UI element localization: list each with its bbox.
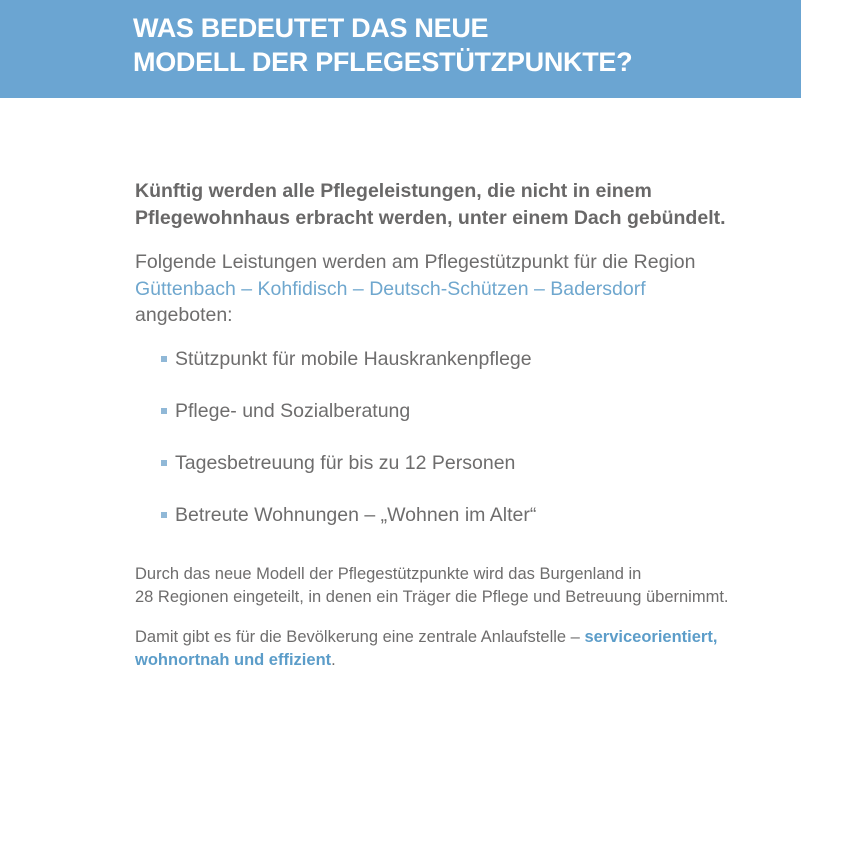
list-item-label: Tagesbetreuung für bis zu 12 Personen bbox=[175, 452, 516, 474]
region-names-line bbox=[135, 276, 695, 303]
page-title-line2-bold: PFLEGESTÜTZPUNKTE? bbox=[315, 47, 633, 77]
region-separator: – bbox=[352, 277, 364, 300]
closing-line2 bbox=[135, 649, 717, 672]
intro-line2: Pflegewohnhaus erbracht werden, unter einem Dach gebündelt. bbox=[135, 206, 726, 229]
services-line3: angeboten: bbox=[135, 304, 233, 326]
page-title-line2-regular: MODELL DER bbox=[133, 47, 309, 77]
closing-paragraph bbox=[135, 626, 717, 671]
closing-line1 bbox=[135, 626, 717, 649]
regions-paragraph bbox=[135, 563, 728, 608]
list-item bbox=[161, 450, 536, 477]
region-name-guettenbach: Güttenbach bbox=[135, 277, 236, 300]
list-item bbox=[161, 502, 536, 529]
regions-line1: Durch das neue Modell der Pflegestützpunkte wird das Burgenland in bbox=[135, 565, 642, 583]
page-title-line2 bbox=[133, 45, 632, 79]
list-item bbox=[161, 346, 536, 373]
page-title-line1: WAS BEDEUTET DAS NEUE bbox=[133, 13, 489, 43]
list-item bbox=[161, 398, 536, 425]
region-separator: – bbox=[241, 277, 253, 300]
region-separator: – bbox=[533, 277, 545, 300]
closing-line2-period: . bbox=[331, 650, 336, 669]
page-title bbox=[133, 11, 632, 79]
header-band bbox=[0, 0, 801, 98]
closing-line1-gray: Damit gibt es für die Bevölkerung eine zentrale Anlaufstelle – bbox=[135, 628, 580, 646]
region-name-kohfidisch: Kohfidisch bbox=[257, 277, 348, 300]
square-bullet-icon bbox=[161, 408, 167, 414]
square-bullet-icon bbox=[161, 512, 167, 518]
intro-paragraph bbox=[135, 178, 726, 231]
list-item-label: Betreute Wohnungen – „Wohnen im Alter“ bbox=[175, 504, 537, 526]
services-line1: Folgende Leistungen werden am Pflegestützpunkt für die Region bbox=[135, 251, 696, 273]
regions-line2: 28 Regionen eingeteilt, in denen ein Träger die Pflege und Betreuung übernimmt. bbox=[135, 587, 729, 606]
list-item-label: Pflege- und Sozialberatung bbox=[175, 400, 411, 422]
region-name-deutsch-schuetzen: Deutsch-Schützen bbox=[369, 277, 529, 300]
square-bullet-icon bbox=[161, 460, 167, 466]
region-name-badersdorf: Badersdorf bbox=[550, 277, 646, 300]
square-bullet-icon bbox=[161, 356, 167, 362]
services-list bbox=[161, 346, 536, 554]
services-paragraph bbox=[135, 249, 695, 329]
list-item-label: Stützpunkt für mobile Hauskrankenpflege bbox=[175, 348, 532, 370]
intro-line1: Künftig werden alle Pflegeleistungen, die nicht in einem bbox=[135, 180, 652, 202]
closing-line2-emphasis: wohnortnah und effizient bbox=[135, 650, 332, 669]
closing-line1-emphasis: serviceorientiert, bbox=[584, 628, 718, 646]
